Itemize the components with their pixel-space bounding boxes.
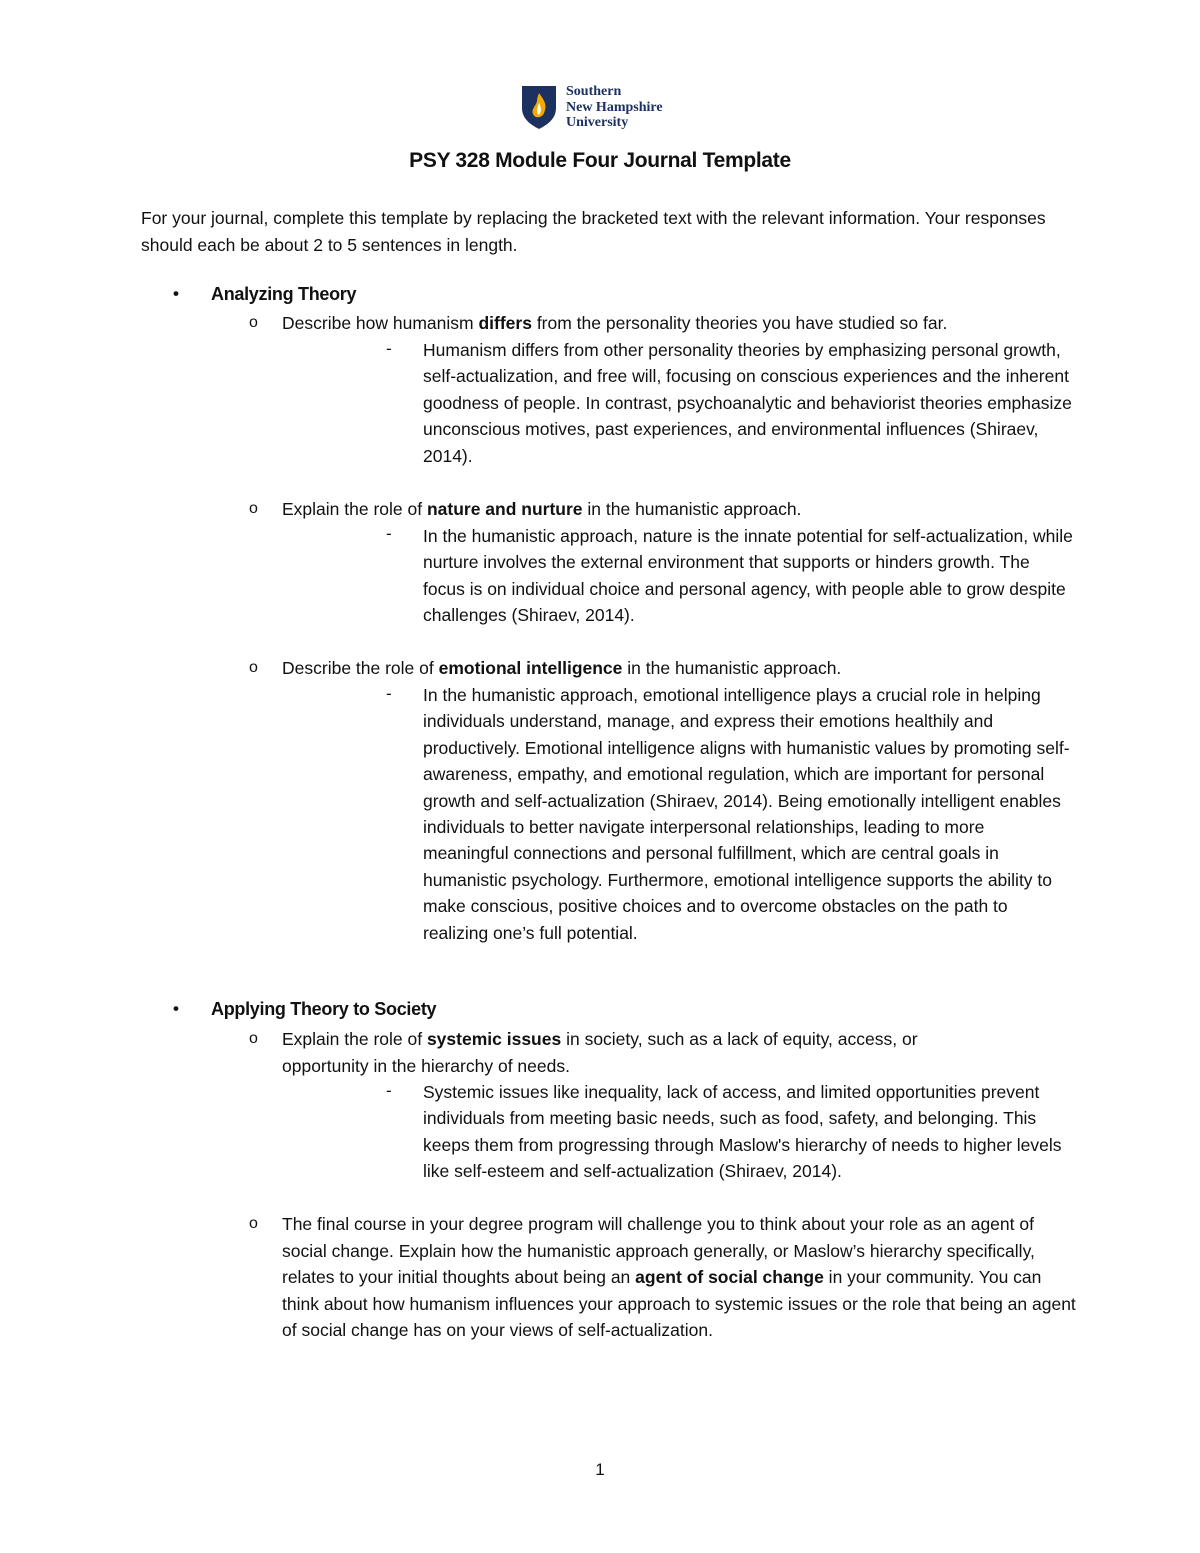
dash-marker: - bbox=[386, 684, 392, 703]
logo-line-3: University bbox=[566, 115, 629, 130]
question-keyword: differs bbox=[478, 313, 532, 333]
section-heading-analyzing-theory: Analyzing Theory bbox=[211, 284, 357, 304]
question-text: Describe the role of bbox=[282, 658, 439, 678]
shield-flame-icon bbox=[520, 84, 560, 130]
question-text: The final course in your degree program will challenge you to think about your role as an agent of social change. Explain how the humanistic approach generally, or Maslow’s hierarchy specifically, relates to your initial thoughts about being an bbox=[282, 1214, 1035, 1287]
question-systemic-issues bbox=[282, 1026, 1002, 1079]
question-keyword: nature and nurture bbox=[426, 499, 583, 519]
question-text: Describe how humanism bbox=[282, 313, 479, 333]
question-text: in society, such as a lack of equity, access, or opportunity in the hierarchy of needs. bbox=[282, 1029, 918, 1076]
question-keyword: systemic issues bbox=[426, 1029, 562, 1049]
question-keyword: agent of social change bbox=[635, 1267, 824, 1287]
university-logo bbox=[520, 84, 700, 134]
question-text: in your community. You can think about how humanism influences your approach to systemic issues or the role that being an agent of social change has on your views of self-actualization. bbox=[282, 1267, 1076, 1340]
question-nature-nurture bbox=[282, 496, 1082, 523]
dash-marker: - bbox=[386, 524, 392, 543]
section-heading-applying-theory: Applying Theory to Society bbox=[211, 999, 437, 1019]
bullet-marker: • bbox=[173, 999, 179, 1018]
question-emotional-intelligence bbox=[282, 655, 1082, 682]
question-differs bbox=[282, 310, 1082, 337]
sub-bullet-marker: o bbox=[249, 1215, 258, 1232]
bullet-marker: • bbox=[173, 284, 179, 303]
question-keyword: emotional intelligence bbox=[438, 658, 623, 678]
logo-line-2: New Hampshire bbox=[566, 99, 663, 115]
logo-wordmark bbox=[566, 84, 706, 131]
answer-emotional-intelligence: In the humanistic approach, emotional intelligence plays a crucial role in helping individuals understand, manage, and express their emotions healthily and productively. Emotional intelligence aligns with humanistic values by promoting self-awareness, empathy, and emotional regulation, which are important for personal growth and self-actualization (Shiraev, 2014). Being emotionally intelligent enables individuals to better navigate interpersonal relationships, leading to more meaningful connections and personal fulfillment, which are central goals in humanistic psychology. Furthermore, emotional intelligence supports the ability to make conscious, positive choices and to overcome obstacles on the path to realizing one’s full potential. bbox=[423, 685, 1070, 943]
dash-marker: - bbox=[386, 339, 392, 358]
answer-differs: Humanism differs from other personality theories by emphasizing personal growth, self-actualization, and free will, focusing on conscious experiences and the inherent goodness of people. In contrast, psychoanalytic and behaviorist theories emphasize unconscious motives, past experiences, and environmental influences (Shiraev, 2014). bbox=[423, 340, 1072, 466]
question-text: Explain the role of bbox=[282, 499, 427, 519]
question-text: from the personality theories you have studied so far. bbox=[531, 313, 948, 333]
page-number: 1 bbox=[595, 1460, 605, 1479]
sub-bullet-marker: o bbox=[249, 659, 258, 676]
logo-line-1: Southern bbox=[566, 84, 622, 99]
sub-bullet-marker: o bbox=[249, 500, 258, 517]
question-text: in the humanistic approach. bbox=[582, 499, 802, 519]
sub-bullet-marker: o bbox=[249, 314, 258, 331]
page-title: PSY 328 Module Four Journal Template bbox=[409, 149, 791, 172]
answer-nature-nurture: In the humanistic approach, nature is the innate potential for self-actualization, while nurture involves the external environment that supports or hinders growth. The focus is on individual choice and personal agency, with people able to grow despite challenges (Shiraev, 2014). bbox=[423, 526, 1073, 626]
question-agent-of-social-change bbox=[282, 1211, 1082, 1344]
sub-bullet-marker: o bbox=[249, 1030, 258, 1047]
question-text: Explain the role of bbox=[282, 1029, 427, 1049]
dash-marker: - bbox=[386, 1081, 392, 1100]
intro-paragraph: For your journal, complete this template by replacing the bracketed text with the relevant information. Your responses should each be about 2 to 5 sentences in length. bbox=[141, 208, 1046, 255]
answer-systemic-issues: Systemic issues like inequality, lack of access, and limited opportunities prevent individuals from meeting basic needs, such as food, safety, and belonging. This keeps them from progressing through Maslow's hierarchy of needs to higher levels like self-esteem and self-actualization (Shiraev, 2014). bbox=[423, 1082, 1062, 1182]
question-text: in the humanistic approach. bbox=[622, 658, 842, 678]
